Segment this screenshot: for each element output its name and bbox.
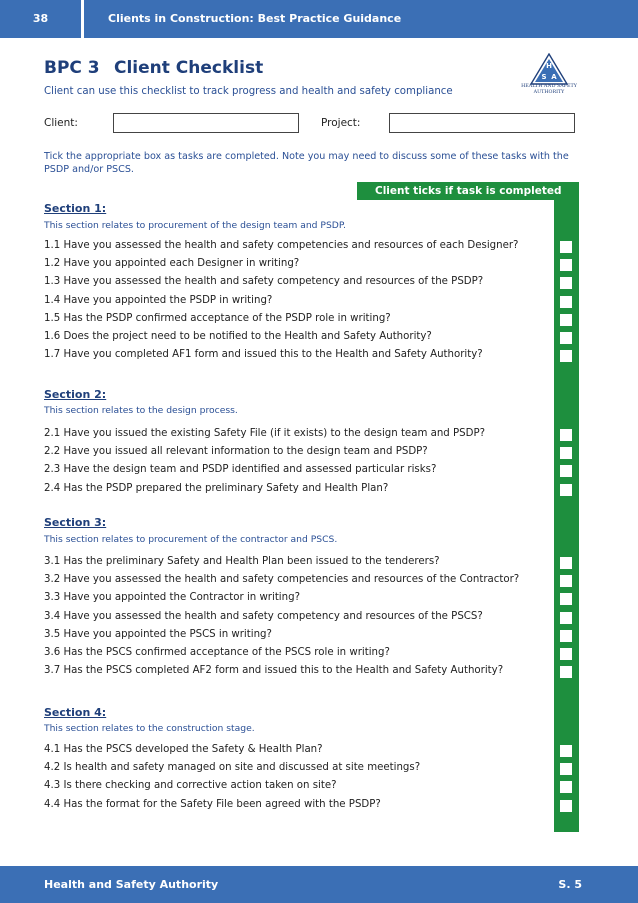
checkbox-1-1[interactable] <box>560 241 572 253</box>
instructions: Tick the appropriate box as tasks are completed. Note you may need to discuss some of these tasks with the PSDP and/or PSCS. <box>44 151 569 175</box>
checklist-title: Client Checklist <box>114 58 264 78</box>
checkbox-1-5[interactable] <box>560 314 572 326</box>
logo-text <box>513 84 585 96</box>
checkbox-3-1[interactable] <box>560 557 572 569</box>
question-3-7: 3.7 Has the PSCS completed AF2 form and issued this to the Health and Safety Authority? <box>44 665 504 677</box>
checkbox-1-7[interactable] <box>560 350 572 362</box>
question-2-1: 2.1 Have you issued the existing Safety File (if it exists) to the design team and PSDP? <box>44 428 486 439</box>
checkbox-2-1[interactable] <box>560 429 572 441</box>
question-2-4: 2.4 Has the PSDP prepared the preliminary Safety and Health Plan? <box>44 482 389 494</box>
checkbox-1-2[interactable] <box>560 259 572 271</box>
section-2-description: This section relates to the design process. <box>44 405 238 416</box>
checkbox-3-2[interactable] <box>560 575 572 587</box>
checkbox-2-2[interactable] <box>560 447 572 459</box>
checkbox-4-1[interactable] <box>560 745 572 757</box>
question-3-2: 3.2 Have you assessed the health and safety competencies and resources of the Contractor? <box>44 574 520 586</box>
question-1-1: 1.1 Have you assessed the health and safety competencies and resources of each Designer? <box>44 240 519 251</box>
tick-column-header: Client ticks if task is completed <box>357 182 579 200</box>
question-3-6: 3.6 Has the PSCS confirmed acceptance of the PSCS role in writing? <box>44 647 390 658</box>
question-1-6: 1.6 Does the project need to be notified to the Health and Safety Authority? <box>44 331 432 342</box>
question-4-4: 4.4 Has the format for the Safety File been agreed with the PSDP? <box>44 798 381 810</box>
question-1-7: 1.7 Have you completed AF1 form and issued this to the Health and Safety Authority? <box>44 349 483 361</box>
logo-letter-a: A <box>551 73 557 81</box>
footer-page-ref: S. 5 <box>558 878 582 891</box>
checkbox-1-4[interactable] <box>560 296 572 308</box>
hsa-logo-icon <box>513 53 585 85</box>
checkbox-1-6[interactable] <box>560 332 572 344</box>
checkbox-3-6[interactable] <box>560 648 572 660</box>
project-label: Project: <box>321 117 361 129</box>
checkbox-4-4[interactable] <box>560 800 572 812</box>
question-2-3: 2.3 Have the design team and PSDP identified and assessed particular risks? <box>44 464 437 476</box>
checkbox-3-5[interactable] <box>560 630 572 642</box>
logo-letter-h: H <box>546 62 552 70</box>
section-3-description: This section relates to procurement of the contractor and PSCS. <box>44 534 338 545</box>
checkbox-3-3[interactable] <box>560 593 572 605</box>
question-3-5: 3.5 Have you appointed the PSCS in writing? <box>44 628 272 640</box>
page-header <box>0 0 638 38</box>
checklist-code: BPC 3 <box>44 58 100 78</box>
logo-text-line1: HEALTH AND SAFETY <box>521 84 577 89</box>
client-label: Client: <box>44 117 78 129</box>
hsa-logo <box>513 53 585 99</box>
question-3-3: 3.3 Have you appointed the Contractor in writing? <box>44 592 300 604</box>
client-input[interactable] <box>113 113 299 133</box>
checkbox-4-3[interactable] <box>560 781 572 793</box>
page-subtitle: Client can use this checklist to track progress and health and safety compliance <box>44 86 453 97</box>
question-1-5: 1.5 Has the PSDP confirmed acceptance of the PSDP role in writing? <box>44 312 391 324</box>
checkbox-3-7[interactable] <box>560 666 572 678</box>
question-1-2: 1.2 Have you appointed each Designer in writing? <box>44 258 300 270</box>
section-4-title: Section 4: <box>44 706 107 719</box>
question-1-4: 1.4 Have you appointed the PSDP in writing? <box>44 294 273 306</box>
question-2-2: 2.2 Have you issued all relevant information to the design team and PSDP? <box>44 446 428 458</box>
section-4-description: This section relates to the construction stage. <box>44 723 255 734</box>
question-3-1: 3.1 Has the preliminary Safety and Health Plan been issued to the tenderers? <box>44 556 440 567</box>
question-3-4: 3.4 Have you assessed the health and safety competency and resources of the PSCS? <box>44 610 483 622</box>
checkbox-1-3[interactable] <box>560 277 572 289</box>
footer-organisation: Health and Safety Authority <box>44 878 219 891</box>
checkbox-3-4[interactable] <box>560 612 572 624</box>
question-1-3: 1.3 Have you assessed the health and safety competency and resources of the PSDP? <box>44 276 484 288</box>
question-4-1: 4.1 Has the PSCS developed the Safety & Health Plan? <box>44 744 323 755</box>
logo-letter-s: S <box>541 73 547 81</box>
section-3-title: Section 3: <box>44 516 107 529</box>
page-title <box>44 58 263 78</box>
page-number: 38 <box>0 0 84 38</box>
logo-text-line2: AUTHORITY <box>533 90 565 95</box>
section-1-description: This section relates to procurement of the design team and PSDP. <box>44 220 346 231</box>
checkbox-2-3[interactable] <box>560 465 572 477</box>
question-4-3: 4.3 Is there checking and corrective action taken on site? <box>44 780 337 792</box>
checkbox-2-4[interactable] <box>560 484 572 496</box>
question-4-2: 4.2 Is health and safety managed on site and discussed at site meetings? <box>44 762 421 774</box>
section-2-title: Section 2: <box>44 388 107 401</box>
page-footer <box>0 866 638 903</box>
document-title: Clients in Construction: Best Practice Guidance <box>108 12 402 25</box>
section-1-title: Section 1: <box>44 202 107 215</box>
checkbox-4-2[interactable] <box>560 763 572 775</box>
project-input[interactable] <box>389 113 575 133</box>
